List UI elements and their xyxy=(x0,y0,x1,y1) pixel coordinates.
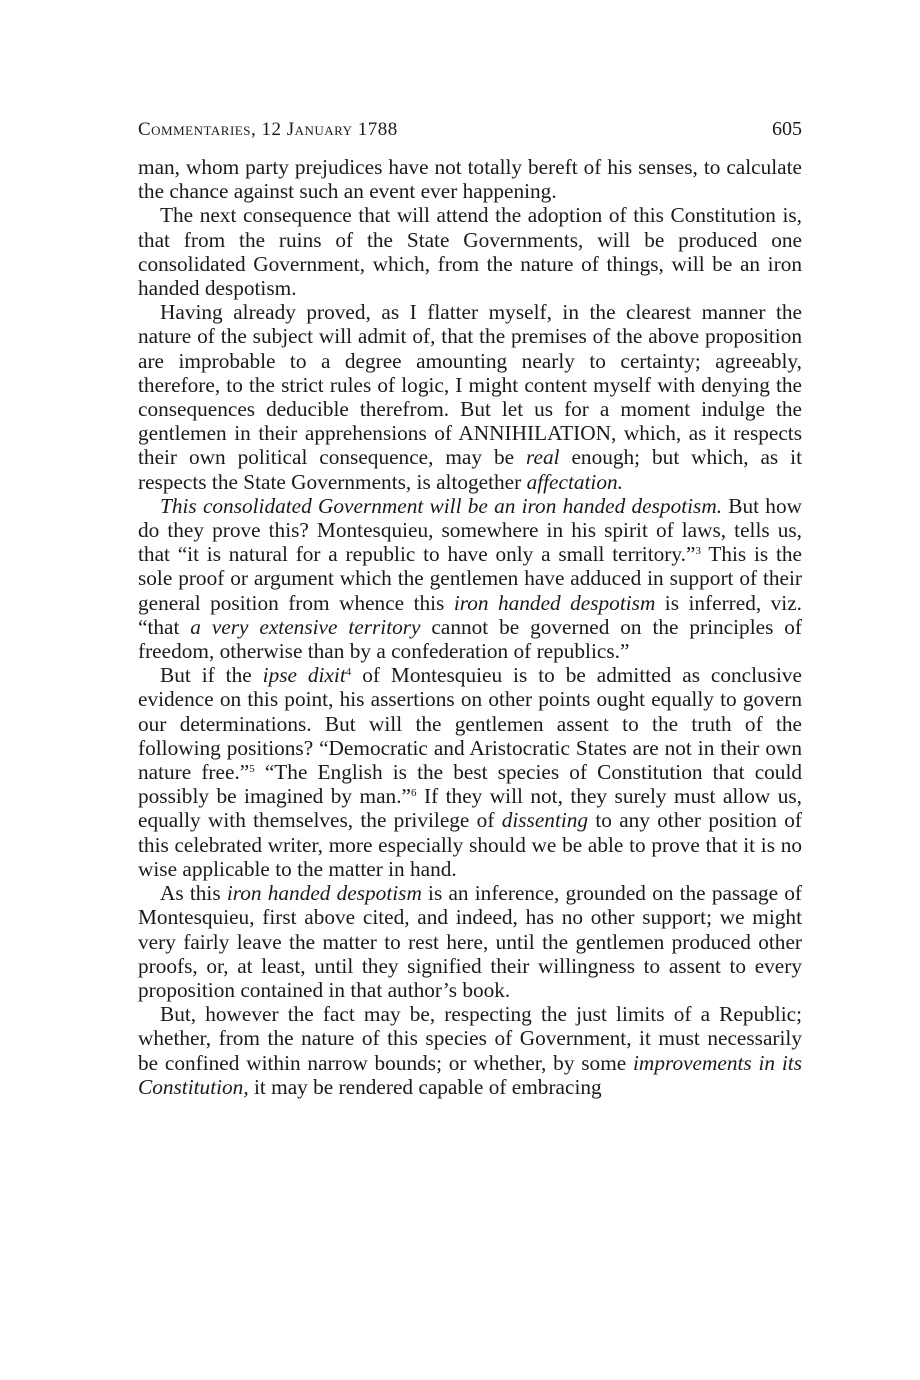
paragraph xyxy=(138,663,802,881)
page-header xyxy=(138,118,802,141)
text-run: But, however the fact may be, respecting the just limits of a Republic; whether, from the nature of this species of Government, it must necessarily be confined within narrow bounds; or whether, by some xyxy=(138,1002,802,1075)
text-run: As this xyxy=(160,881,227,906)
text-run: it may be rendered capable of embracing xyxy=(248,1074,602,1099)
text-run: is inferred, viz. “that xyxy=(138,590,802,639)
footnote-ref: 5 xyxy=(249,763,255,776)
italic-text: iron handed despotism xyxy=(453,590,656,615)
text-run: But how do they prove this? Montesquieu, somewhere in his spirit of laws, tells us, that “it is natural for a republic to have only a small territory.” xyxy=(138,493,802,567)
text-run: of Montesquieu is to be admitted as conclusive evidence on this point, his assertions on other points ought equally to govern our determinations. But will the gentlemen assent to the truth of the following positions? “Democratic and Aristocratic States are not in their own nature free.” xyxy=(138,663,802,785)
italic-text: affectation. xyxy=(526,469,623,494)
footnote-ref: 4 xyxy=(345,666,352,679)
page-number: 605 xyxy=(772,118,802,140)
text-run: If they will not, they surely must allow us, equally with themselves, the privilege of xyxy=(138,784,802,833)
text-run: Having already proved, as I flatter myself, in the clearest manner the nature of the subject will admit of, that the premises of the above proposition are improbable to a degree amounting nearly to certainty; agreeably, therefore, to the strict rules of logic, I might content myself with denying the consequences deducible therefrom. But let us for a moment indulge the gentlemen in their apprehensions of ANNIHILATION, which, as it respects their own political consequence, may be xyxy=(138,300,802,470)
paragraph xyxy=(138,203,802,300)
italic-text: a very extensive territory xyxy=(190,614,421,639)
text-run: cannot be governed on the principles of freedom, otherwise than by a confederation of republics.” xyxy=(138,614,802,664)
italic-text: iron handed despotism xyxy=(226,881,422,906)
document-page xyxy=(138,118,802,1099)
running-head: Commentaries, 12 January 1788 xyxy=(138,119,398,140)
text-run: is an inference, grounded on the passage of Montesquieu, first above cited, and indeed, has no other support; we might very fairly leave the matter to rest here, until the gentlemen produced other proofs, or, at least, until they signified their willingness to assent to every proposition contained in that author’s book. xyxy=(138,881,802,1002)
italic-text: This consolidated Government will be an iron handed despotism. xyxy=(160,493,723,518)
text-run: The next consequence that will attend the adoption of this Constitution is, that from the ruins of the State Governments, will be produced one consolidated Government, which, from the nature of things, will be an iron handed despotism. xyxy=(138,203,802,301)
footnote-ref: 3 xyxy=(695,545,701,558)
paragraph xyxy=(138,1002,802,1099)
paragraph xyxy=(138,494,802,663)
text-run: to any other position of this celebrated writer, more especially should we be able to prove that it is no wise applicable to the matter in hand. xyxy=(138,808,802,881)
paragraph xyxy=(138,300,802,494)
paragraph xyxy=(138,155,802,203)
text-run: This is the sole proof or argument which the gentlemen have adduced in support of their general position from whence this xyxy=(138,542,802,615)
italic-text: real xyxy=(526,445,560,470)
body-text xyxy=(138,155,802,1099)
italic-text: dissenting xyxy=(501,808,589,833)
text-run: “The English is the best species of Constitution that could possibly be imagined by man.” xyxy=(138,760,803,809)
text-run: enough; but which, as it respects the State Governments, is altogether xyxy=(138,445,802,494)
footnote-ref: 6 xyxy=(411,787,417,800)
text-run: But if the xyxy=(160,663,263,688)
italic-text: improvements in its Constitution, xyxy=(138,1050,802,1099)
italic-text: ipse dixit xyxy=(262,663,346,688)
text-run: man, whom party prejudices have not totally bereft of his senses, to calculate the chance against such an event ever happening. xyxy=(138,155,802,204)
paragraph xyxy=(138,881,802,1002)
